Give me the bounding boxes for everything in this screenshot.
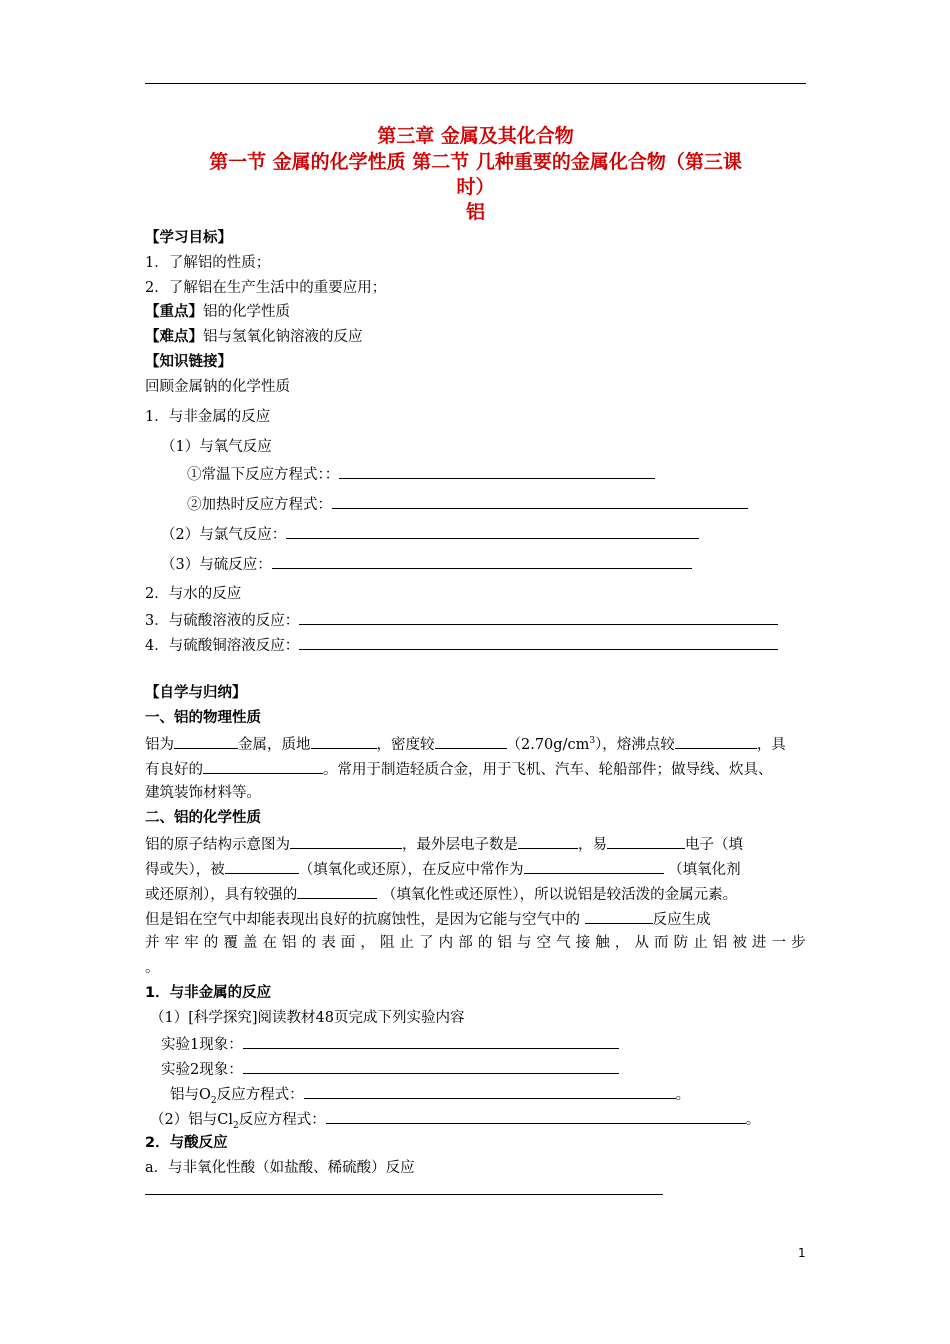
char: 牢 — [184, 935, 199, 951]
answer-blank[interactable] — [332, 493, 748, 509]
goal-item: 2．了解铝在生产生活中的重要应用； — [145, 280, 387, 296]
fill-line-row — [161, 523, 699, 545]
answer-line[interactable] — [145, 1194, 663, 1195]
self-study-heading: 【自学与归纳】 — [145, 685, 247, 701]
answer-blank[interactable] — [435, 733, 507, 749]
char: ， — [360, 935, 375, 951]
answer-blank[interactable] — [225, 858, 299, 874]
acid-heading: 2．与酸反应 — [145, 1135, 228, 1151]
link-item: （2）与氯气反应： — [161, 527, 287, 543]
char: 被 — [732, 935, 747, 951]
char: 步 — [791, 935, 806, 951]
link-item: （1）与氧气反应 — [161, 439, 272, 455]
answer-blank[interactable] — [299, 634, 778, 650]
char: 了 — [419, 935, 434, 951]
fill-line-row — [145, 609, 778, 631]
paragraph-line: 但是铝在空气中却能表现出良好的抗腐蚀性，是因为它能与空气中的 反应生成 — [145, 908, 711, 930]
section-title-cont: 时） — [456, 176, 495, 198]
answer-blank[interactable] — [243, 1033, 619, 1049]
answer-blank[interactable] — [675, 733, 757, 749]
link-item: 2．与水的反应 — [145, 586, 242, 602]
fill-line-row — [161, 553, 692, 575]
fill-line-row — [145, 634, 778, 656]
char: 与 — [516, 935, 532, 951]
char: 覆 — [223, 935, 238, 951]
answer-blank[interactable] — [518, 833, 578, 849]
link-item: ①常温下反应方程式：： — [187, 467, 340, 483]
char: 铝 — [497, 935, 512, 951]
answer-blank[interactable] — [326, 1108, 746, 1124]
answer-blank[interactable] — [311, 733, 377, 749]
char: 的 — [301, 935, 317, 951]
answer-blank[interactable] — [607, 833, 685, 849]
page-number: 1 — [798, 1246, 806, 1260]
paragraph-line: 建筑装饰材料等。 — [145, 785, 261, 801]
goals-heading: 【学习目标】 — [145, 230, 232, 246]
char: 牢 — [164, 935, 180, 951]
fill-line-row — [187, 463, 655, 485]
char: ， — [614, 935, 630, 951]
difficulty-label: 【难点】 — [145, 329, 203, 345]
char: 防 — [673, 935, 689, 951]
paragraph-line: 铝的原子结构示意图为 ，最外层电子数是 ，易 电子（填 — [145, 833, 743, 855]
key-point — [145, 302, 290, 322]
key-point-text: 铝的化学性质 — [203, 304, 290, 320]
char: 一 — [771, 935, 786, 951]
answer-blank[interactable] — [174, 733, 238, 749]
char: 止 — [399, 935, 415, 951]
paragraph-line: 。 — [145, 960, 160, 976]
fill-line-row: 铝与$O_2$反应方程式： 。 — [170, 1083, 690, 1105]
char: 内 — [438, 935, 454, 951]
fill-line-row: （2）铝与$Cl_2$反应方程式： 。 — [150, 1108, 760, 1130]
answer-blank[interactable] — [286, 523, 699, 539]
key-point-label: 【重点】 — [145, 304, 203, 320]
difficulty — [145, 327, 363, 347]
link-intro: 回顾金属钠的化学性质 — [145, 379, 290, 395]
char: 阻 — [379, 935, 395, 951]
char: 铝 — [282, 935, 297, 951]
answer-blank[interactable] — [272, 553, 692, 569]
link-item: ②加热时反应方程式： — [187, 497, 332, 513]
acid-item: a．与非氧化性酸（如盐酸、稀硫酸）反应 — [145, 1160, 415, 1176]
char: 表 — [321, 935, 336, 951]
char: 空 — [536, 935, 552, 951]
answer-blank[interactable] — [297, 883, 377, 899]
answer-blank[interactable] — [524, 858, 664, 874]
char: 面 — [340, 935, 356, 951]
nonmetal-heading: 1．与非金属的反应 — [145, 985, 272, 1001]
answer-blank[interactable] — [299, 609, 778, 625]
char: 的 — [203, 935, 219, 951]
link-item: 3．与硫酸溶液的反应： — [145, 613, 300, 629]
char: 并 — [145, 935, 160, 951]
answer-blank[interactable] — [290, 833, 402, 849]
link-heading: 【知识链接】 — [145, 354, 232, 370]
char: 在 — [262, 935, 277, 951]
answer-blank[interactable] — [339, 463, 655, 479]
char: 从 — [634, 935, 649, 951]
answer-blank[interactable] — [203, 758, 323, 774]
char: 进 — [751, 935, 767, 951]
char: 触 — [595, 935, 610, 951]
answer-blank[interactable] — [304, 1083, 676, 1099]
physical-heading: 一、铝的物理性质 — [145, 710, 261, 726]
link-item: （3）与硫反应： — [161, 557, 272, 573]
paragraph-line: 铝为 金属，质地 ，密度较 $(2.70g/cm^3)$，熔沸点较 ，具 — [145, 733, 786, 755]
fill-line-row: 实验2现象： — [161, 1058, 619, 1080]
chapter-title: 第三章 金属及其化合物 — [377, 125, 574, 147]
char: 接 — [575, 935, 591, 951]
char: 部 — [458, 935, 473, 951]
char: 止 — [693, 935, 708, 951]
section-title: 第一节 金属的化学性质 第二节 几种重要的金属化合物（第三课 — [209, 151, 742, 173]
nonmetal-item: （1）[科学探究]阅读教材48页完成下列实验内容 — [150, 1010, 465, 1026]
char: 的 — [477, 935, 493, 951]
goal-item: 1．了解铝的性质； — [145, 255, 271, 271]
char: 铝 — [712, 935, 728, 951]
header-rule — [145, 83, 806, 84]
answer-blank[interactable] — [585, 908, 653, 924]
paragraph-line: 或还原剂），具有较强的 （填氧化性或还原性），所以说铝是较活泼的金属元素。 — [145, 883, 737, 905]
justified-paragraph-line — [145, 933, 806, 953]
char: 而 — [654, 935, 669, 951]
topic-title: 铝 — [465, 201, 485, 223]
chemical-heading: 二、铝的化学性质 — [145, 810, 261, 826]
answer-blank[interactable] — [243, 1058, 619, 1074]
link-item: 1．与非金属的反应 — [145, 409, 271, 425]
difficulty-text: 铝与氢氧化钠溶液的反应 — [203, 329, 363, 345]
link-item: 4．与硫酸铜溶液反应： — [145, 638, 300, 654]
char: 盖 — [242, 935, 258, 951]
fill-line-row — [187, 493, 748, 515]
paragraph-line: 得或失），被 （填氧化或还原），在反应中常作为 （填氧化剂 — [145, 858, 741, 880]
paragraph-line: 有良好的 。常用于制造轻质合金，用于飞机、汽车、轮船部件；做导线、炊具、 — [145, 758, 773, 780]
fill-line-row: 实验1现象： — [161, 1033, 619, 1055]
char: 气 — [556, 935, 571, 951]
